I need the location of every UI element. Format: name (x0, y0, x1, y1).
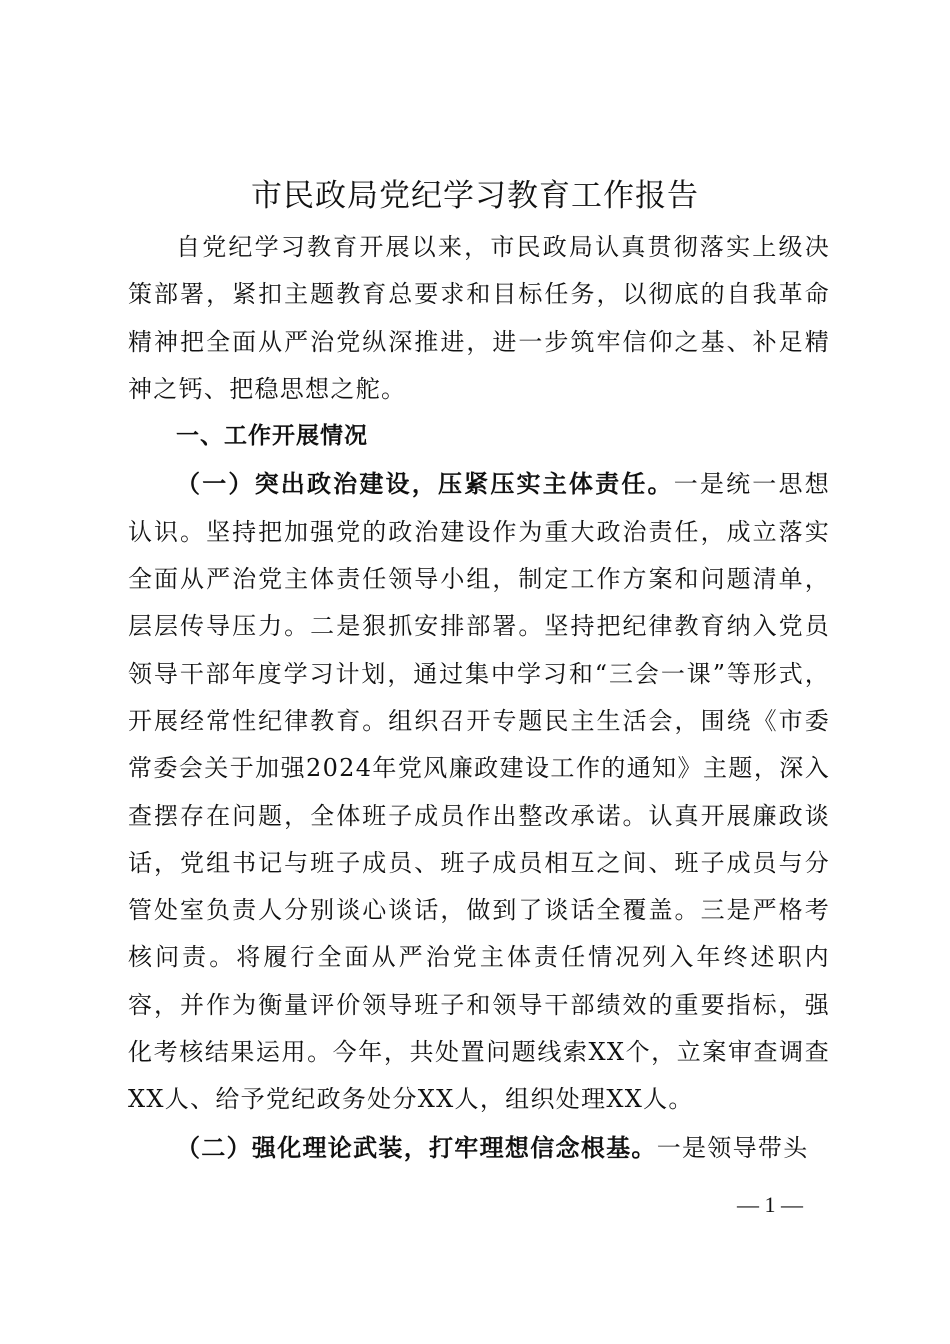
subsection-2-paragraph (128, 1124, 830, 1172)
subsection-1-lead: （一）突出政治建设，压紧压实主体责任。 (176, 469, 674, 499)
subsection-1-body: 一是统一思想认识。坚持把加强党的政治建设作为重大政治责任，成立落实全面从严治党主体责任领导小组，制定工作方案和问题清单，层层传导压力。二是狠抓安排部署。坚持把纪律教育纳入党员领导干部年度学习计划，通过集中学习和“三会一课”等形式，开展经常性纪律教育。组织召开专题民主生活会，围绕《市委常委会关于加强2024年党风廉政建设工作的通知》主题，深入查摆存在问题，全体班子成员作出整改承诺。认真开展廉政谈话，党组书记与班子成员、班子成员相互之间、班子成员与分管处室负责人分别谈心谈话，做到了谈话全覆盖。三是严格考核问责。将履行全面从严治党主体责任情况列入年终述职内容，并作为衡量评价领导班子和领导干部绩效的重要指标，强化考核结果运用。今年，共处置问题线索XX个，立案审查调查XX人、给予党纪政务处分XX人，组织处理XX人。 (128, 470, 830, 1114)
subsection-1-paragraph (128, 460, 830, 1123)
section-heading: 一、工作开展情况 (176, 423, 368, 450)
subsection-2-lead: （二）强化理论武装，打牢理想信念根基。 (176, 1132, 657, 1162)
subsection-2-body: 一是领导带头 (656, 1133, 809, 1162)
document-title: 市民政局党纪学习教育工作报告 (251, 178, 699, 214)
document-body (128, 224, 830, 1172)
page-number: — 1 — (737, 1192, 803, 1217)
intro-paragraph: 自党纪学习教育开展以来，市民政局认真贯彻落实上级决策部署，紧扣主题教育总要求和目标任务，以彻底的自我革命精神把全面从严治党纵深推进，进一步筑牢信仰之基、补足精神之钙、把稳思想之舵。 (128, 233, 830, 403)
